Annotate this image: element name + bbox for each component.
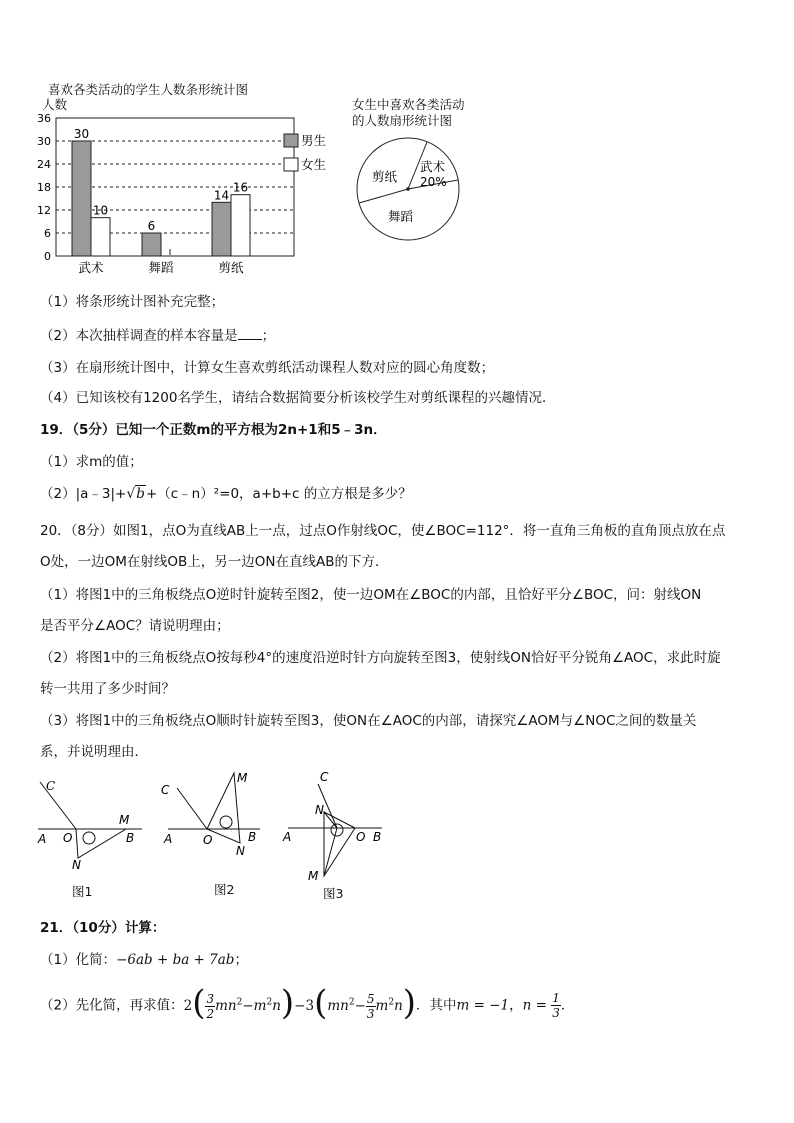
- q21-part2-tail: ．其中: [416, 997, 457, 1014]
- fig1-triangle-hole: [83, 832, 95, 844]
- q21-stem: 21．（10分）计算：: [40, 920, 166, 936]
- fig1-label-a: A: [38, 832, 47, 846]
- y-tick-label: 18: [37, 181, 51, 194]
- q21-part1-label: （1）化简：: [40, 952, 117, 968]
- q21-part1: [40, 948, 248, 968]
- sqrt-radicand: b: [136, 486, 145, 502]
- fig1-label-n: N: [72, 858, 81, 872]
- figure-1-caption: 图1: [72, 884, 93, 899]
- fig3-label-c: C: [320, 770, 329, 784]
- figure-3: [280, 766, 390, 886]
- q18-part2-text: （2）本次抽样调查的样本容量是: [40, 328, 238, 344]
- fig1-label-m: M: [119, 813, 130, 827]
- fig3-label-n: N: [315, 803, 324, 817]
- pie-label-wushu: 武术: [420, 159, 446, 174]
- q21-m-value: m = −1: [456, 997, 510, 1014]
- fig3-label-m: M: [308, 869, 319, 883]
- bar-boys: [142, 233, 161, 256]
- fig2-triangle-hole: [220, 816, 232, 828]
- q18-part4: （4）已知该校有1200名学生，请结合数据简要分析该校学生对剪纸课程的兴趣情况．: [40, 390, 556, 406]
- q20-stem-line1: 20．（8分）如图1，点O为直线AB上一点，过点O作射线OC，使∠BOC=112°．将一直角三角板的直角顶点放在点: [40, 523, 726, 539]
- fig3-label-b: B: [373, 830, 382, 844]
- y-tick-label: 30: [37, 135, 51, 148]
- q18-part3: （3）在扇形统计图中，计算女生喜欢剪纸活动课程人数对应的圆心角度数；: [40, 360, 495, 376]
- q19-part2: [40, 482, 412, 502]
- q20-part1-line2: 是否平分∠AOC？请说明理由；: [40, 618, 230, 634]
- figure-2: [160, 766, 270, 866]
- sqrt-sign: √: [126, 486, 136, 502]
- fig2-label-a: A: [164, 832, 173, 846]
- figure-2-caption: 图2: [214, 882, 235, 897]
- q20-stem-line2: O处，一边OM在射线OB上，另一边ON在直线AB的下方．: [40, 554, 389, 570]
- fig1-label-c: C: [46, 779, 56, 793]
- fig1-triangle: [76, 829, 126, 858]
- q20-part1-line1: （1）将图1中的三角板绕点O逆时针旋转至图2，使一边OM在∠BOC的内部，且恰好平分∠BOC，问：射线ON: [40, 587, 702, 603]
- n-denominator: 3: [552, 1006, 560, 1020]
- y-tick-label: 36: [37, 112, 51, 125]
- q21-part1-expr: −6ab + ba + 7ab: [116, 952, 235, 968]
- bar-chart: [30, 108, 350, 283]
- fig2-label-o: O: [203, 833, 213, 847]
- bar-chart-ylabel: 人数: [42, 97, 68, 112]
- x-category-label: 舞蹈: [148, 260, 174, 275]
- q20-part2-line1: （2）将图1中的三角板绕点O按每秒4°的速度沿逆时针方向旋转至图3，使射线ON恰好平分锐角∠AOC，求此时旋: [40, 650, 721, 666]
- bar-boys: [212, 202, 231, 256]
- q21-expression: 2( $\frac{3}{2}$ $mn^2-m^2n)-3(mn^2-$ $\frac{5}{3}$ $m^2n$): [183, 983, 417, 1023]
- q19-part1: （1）求m的值；: [40, 454, 143, 470]
- pie-label-wushu-pct: 20%: [420, 175, 447, 189]
- fig1-label-o: O: [63, 831, 73, 845]
- y-tick-label: 0: [44, 250, 51, 263]
- bar-label-boys: 6: [147, 219, 156, 233]
- q20-part3-line1: （3）将图1中的三角板绕点O顺时针旋转至图3，使ON在∠AOC的内部，请探究∠AOM与∠NOC之间的数量关: [40, 713, 697, 729]
- bar-girls: [231, 195, 250, 256]
- pie-chart-title-line1: 女生中喜欢各类活动: [352, 97, 465, 112]
- q21-part2-label: （2）先化简，再求值：: [40, 997, 184, 1014]
- bar-label-boys: 30: [73, 127, 90, 141]
- legend-label-girls: 女生: [301, 157, 327, 172]
- fig1-label-b: B: [126, 831, 135, 845]
- pie-label-jianzhi: 剪纸: [372, 169, 398, 184]
- fig3-label-a: A: [283, 830, 292, 844]
- y-tick-label: 6: [44, 227, 51, 240]
- q19-stem: 19．（5分）已知一个正数m的平方根为2n+1和5﹣3n．: [40, 422, 387, 438]
- fig2-label-c: C: [161, 783, 170, 797]
- n-numerator: 1: [552, 991, 560, 1005]
- pie-chart-title-line2: 的人数扇形统计图: [352, 113, 453, 128]
- q19-part2-a: （2）|a﹣3|+: [40, 486, 127, 502]
- q18-part2-end: ；: [261, 328, 276, 344]
- y-tick-label: 24: [37, 158, 51, 171]
- q18-part1: （1）将条形统计图补充完整；: [40, 294, 225, 310]
- pie-center: [406, 187, 410, 191]
- bar-chart-title: 喜欢各类活动的学生人数条形统计图: [48, 82, 249, 97]
- fig2-ray-oc: [177, 788, 207, 829]
- figure-3-caption: 图3: [323, 886, 344, 901]
- x-category-label: 剪纸: [218, 260, 244, 275]
- y-tick-label: 12: [37, 204, 51, 217]
- bar-label-girls: 16: [232, 180, 249, 195]
- q18-part2: [40, 324, 275, 344]
- q21-n-value: n =: [522, 997, 547, 1014]
- legend-swatch-girls: [284, 158, 298, 171]
- bar-label-girls: 10: [92, 203, 109, 218]
- q21-part2: （2）先化简，再求值：2( $\frac{3}{2}$ $mn^2-m^2n)-3(mn^2-$ $\frac{5}{3}$ $m^2n$)．其中m = −1，n = $\frac{1}{3}$ ．: [40, 983, 575, 1023]
- fig2-label-n: N: [236, 844, 245, 858]
- x-category-label: 武术: [78, 260, 104, 275]
- pie-chart: [350, 135, 470, 245]
- legend-swatch-boys: [284, 134, 298, 147]
- q19-part2-b: +（c﹣n）²=0，a+b+c 的立方根是多少？: [145, 486, 412, 502]
- legend-label-boys: 男生: [301, 133, 327, 148]
- fig2-label-m: M: [237, 771, 248, 785]
- pie-label-wudao: 舞蹈: [388, 209, 414, 224]
- fig2-label-b: B: [248, 830, 257, 844]
- fig3-label-o: O: [356, 830, 366, 844]
- fig3-triangle-hole: [331, 824, 343, 836]
- answer-blank: [238, 327, 262, 340]
- fraction-five-thirds: $\frac{5}{3}$: [366, 991, 375, 1021]
- bar-girls: [91, 218, 110, 256]
- bar-boys: [72, 141, 91, 256]
- fig3-triangle-edge: [324, 812, 355, 876]
- bar-label-boys: 14: [213, 188, 230, 203]
- q20-part3-line2: 系，并说明理由．: [40, 744, 148, 760]
- fraction-n-value: [551, 991, 561, 1020]
- q20-part2-line2: 转一共用了多少时间？: [40, 681, 175, 697]
- q21-part1-end: ；: [234, 952, 248, 968]
- fraction-three-halves: $\frac{3}{2}$: [206, 991, 215, 1021]
- figure-1: [34, 772, 144, 882]
